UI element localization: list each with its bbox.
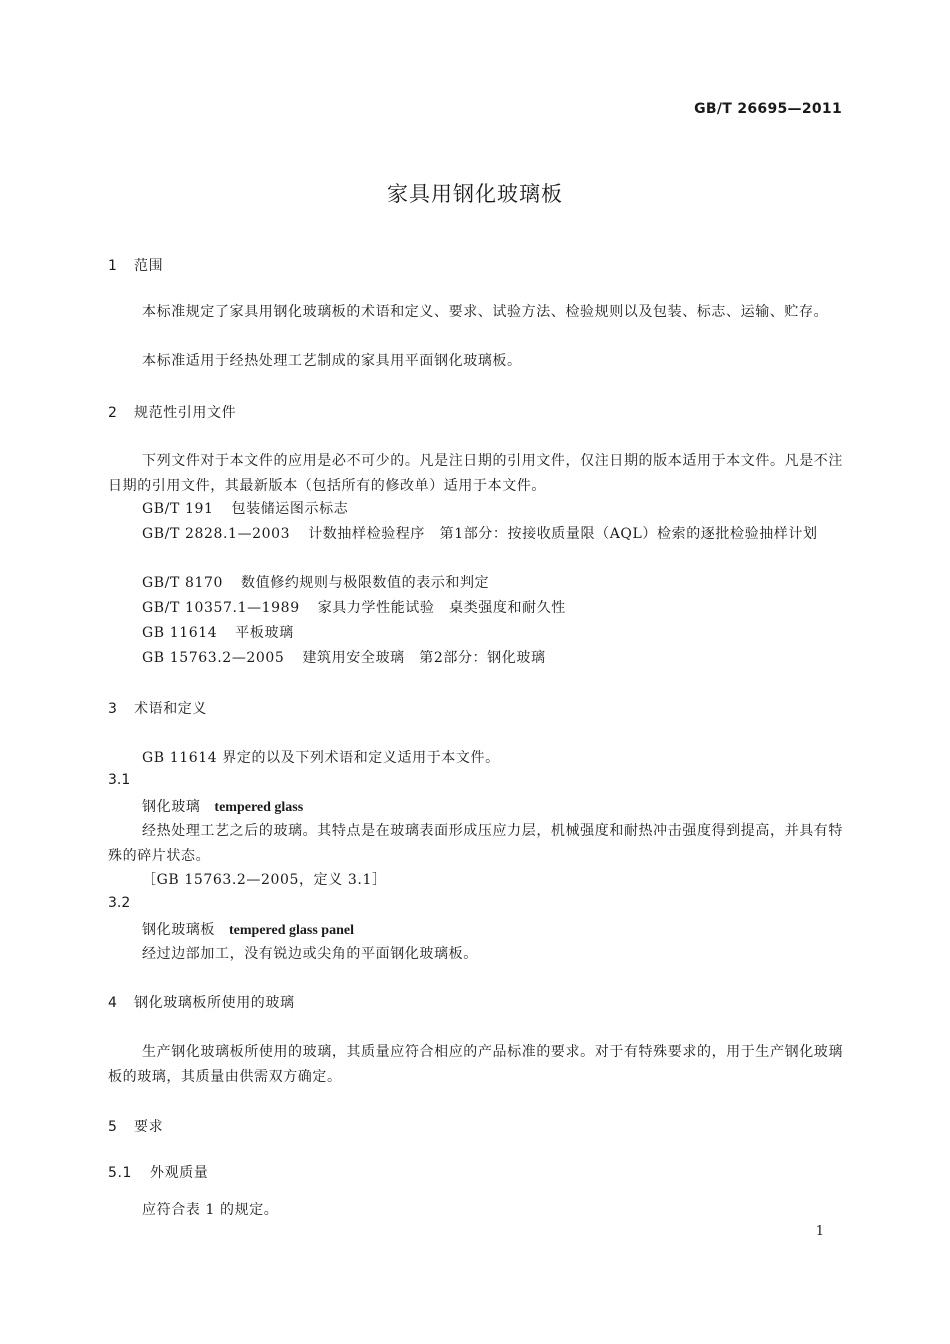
reference-item	[142, 498, 348, 518]
reference-code: GB/T 2828.1—2003	[142, 526, 291, 542]
section-number: 3	[108, 701, 118, 717]
term-source: ［GB 15763.2—2005，定义 3.1］	[142, 872, 387, 888]
section-title: 规范性引用文件	[134, 405, 237, 421]
reference-title: 包装储运图示标志	[231, 501, 349, 517]
reference-title: 数值修约规则与极限数值的表示和判定	[241, 575, 490, 591]
reference-title: 家具力学性能试验 桌类强度和耐久性	[317, 600, 566, 616]
section-title: 钢化玻璃板所使用的玻璃	[134, 995, 295, 1011]
section-title: 要求	[134, 1119, 164, 1135]
reference-code: GB/T 8170	[142, 575, 224, 591]
reference-item	[142, 647, 546, 667]
reference-item	[142, 572, 489, 592]
paragraph: 本标准适用于经热处理工艺制成的家具用平面钢化玻璃板。	[142, 353, 522, 369]
section-heading-scope	[108, 255, 163, 275]
term-number: 3.1	[108, 772, 131, 788]
reference-title: 建筑用安全玻璃 第2部分：钢化玻璃	[302, 650, 546, 666]
section-heading-requirements	[108, 1116, 163, 1136]
reference-item	[108, 522, 843, 547]
subsection-heading-appearance	[108, 1162, 208, 1182]
paragraph: GB 11614 界定的以及下列术语和定义适用于本文件。	[142, 750, 500, 766]
term-definition: 经过边部加工，没有锐边或尖角的平面钢化玻璃板。	[142, 946, 478, 962]
subsection-number: 5.1	[108, 1165, 133, 1181]
term-english: tempered glass	[214, 800, 304, 815]
section-title: 术语和定义	[134, 701, 207, 717]
section-heading-normative-references	[108, 402, 236, 422]
reference-title: 平板玻璃	[235, 625, 294, 641]
reference-code: GB 11614	[142, 625, 218, 641]
term-chinese: 钢化玻璃	[142, 799, 201, 815]
section-number: 4	[108, 995, 118, 1011]
page-number: 1	[815, 1224, 824, 1239]
section-number: 2	[108, 405, 118, 421]
term-english: tempered glass panel	[229, 923, 354, 938]
reference-code: GB/T 191	[142, 501, 214, 517]
paragraph: 下列文件对于本文件的应用是必不可少的。凡是注日期的引用文件，仅注日期的版本适用于本文件。凡是不注日期的引用文件，其最新版本（包括所有的修改单）适用于本文件。	[108, 453, 843, 494]
reference-code: GB 15763.2—2005	[142, 650, 285, 666]
standard-number: GB/T 26695—2011	[694, 101, 842, 117]
section-title: 范围	[134, 258, 164, 274]
term-definition: 经热处理工艺之后的玻璃。其特点是在玻璃表面形成压应力层，机械强度和耐热冲击强度得到提高，并具有特殊的碎片状态。	[108, 823, 843, 864]
term-number: 3.2	[108, 895, 131, 911]
term-entry	[142, 796, 303, 816]
section-heading-terms-definitions	[108, 698, 207, 718]
paragraph: 生产钢化玻璃板所使用的玻璃，其质量应符合相应的产品标准的要求。对于有特殊要求的，用于生产钢化玻璃板的玻璃，其质量由供需双方确定。	[108, 1044, 843, 1085]
reference-code: GB/T 10357.1—1989	[142, 600, 300, 616]
reference-item	[142, 597, 566, 617]
section-heading-glass-used	[108, 992, 295, 1012]
section-number: 1	[108, 258, 118, 274]
subsection-title: 外观质量	[150, 1165, 209, 1181]
term-chinese: 钢化玻璃板	[142, 922, 215, 938]
reference-title: 计数抽样检验程序 第1部分：按接收质量限（AQL）检索的逐批检验抽样计划	[308, 526, 818, 542]
section-number: 5	[108, 1119, 118, 1135]
document-title: 家具用钢化玻璃板	[387, 182, 563, 206]
reference-item	[142, 622, 294, 642]
term-entry	[142, 919, 354, 939]
paragraph: 本标准规定了家具用钢化玻璃板的术语和定义、要求、试验方法、检验规则以及包装、标志、运输、贮存。	[142, 304, 829, 320]
paragraph: 应符合表 1 的规定。	[142, 1202, 279, 1218]
